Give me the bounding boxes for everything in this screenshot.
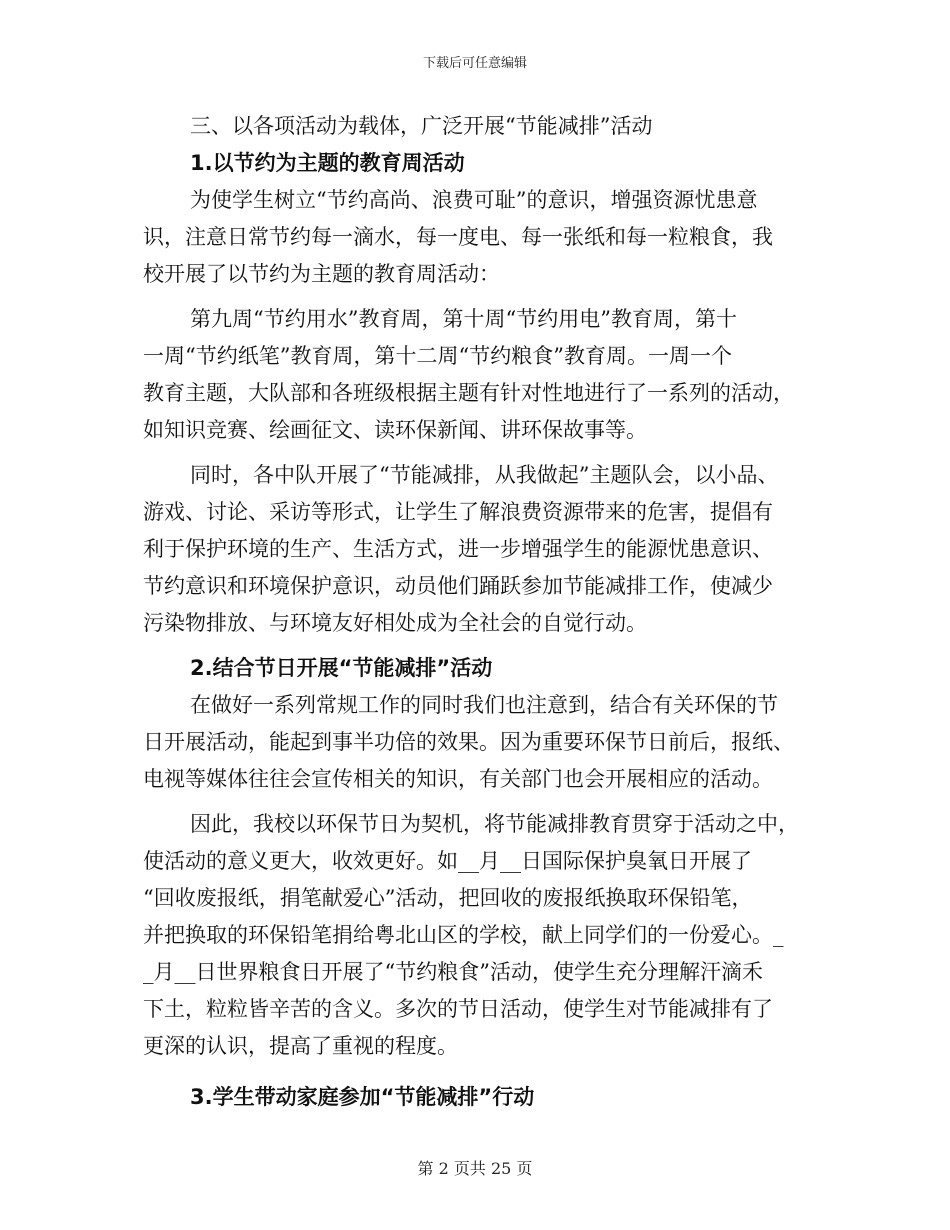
section-heading: 3.学生带动家庭参加“节能减排”行动 xyxy=(190,1085,535,1109)
paragraph-line: 在做好一系列常规工作的同时我们也注意到，结合有关环保的节 xyxy=(190,693,778,717)
paragraph-line: 下土，粒粒皆辛苦的含义。多次的节日活动，使学生对节能减排有了 xyxy=(143,997,773,1021)
paragraph-line: 更深的认识，提高了重视的程度。 xyxy=(143,1034,458,1058)
paragraph-line: 校开展了以节约为主题的教育周活动： xyxy=(143,262,500,286)
paragraph-line: 电视等媒体往往会宣传相关的知识，有关部门也会开展相应的活动。 xyxy=(143,767,773,791)
section-heading: 1.以节约为主题的教育周活动 xyxy=(190,151,465,175)
paragraph-line: 日开展活动，能起到事半功倍的效果。因为重要环保节日前后，报纸、 xyxy=(143,730,794,754)
paragraph-line: 识，注意日常节约每一滴水，每一度电、每一张纸和每一粒粮食，我 xyxy=(143,225,773,249)
paragraph-line: 利于保护环境的生产、生活方式，进一步增强学生的能源忧患意识、 xyxy=(143,537,773,561)
paragraph-line: 污染物排放、与环境友好相处成为全社会的自觉行动。 xyxy=(143,611,647,635)
page-header: 下载后可任意编辑 xyxy=(422,56,527,71)
paragraph-line: 为使学生树立“节约高尚、浪费可耻”的意识，增强资源忧患意 xyxy=(190,188,758,212)
paragraph-line: 如知识竞赛、绘画征文、读环保新闻、讲环保故事等。 xyxy=(143,418,647,442)
paragraph-line: “回收废报纸，捐笔献爱心”活动，把回收的废报纸换取环保铅笔， xyxy=(143,886,753,910)
paragraph-line: 三、以各项活动为载体，广泛开展“节能减排”活动 xyxy=(190,114,653,138)
paragraph-line: 一周“节约纸笔”教育周，第十二周“节约粮食”教育周。一周一个 xyxy=(143,344,732,368)
paragraph-line: 因此，我校以环保节日为契机，将节能减排教育贯穿于活动之中， xyxy=(190,812,799,836)
paragraph-line: 游戏、讨论、采访等形式，让学生了解浪费资源带来的危害，提倡有 xyxy=(143,500,773,524)
paragraph-line: 同时，各中队开展了“节能减排，从我做起”主题队会，以小品、 xyxy=(190,463,779,487)
paragraph-line: 第九周“节约用水”教育周，第十周“节约用电”教育周，第十 xyxy=(190,307,737,331)
paragraph-line: 节约意识和环境保护意识，动员他们踊跃参加节能减排工作，使减少 xyxy=(143,574,773,598)
page-footer: 第 2 页共 25 页 xyxy=(417,1159,533,1178)
paragraph-line: 并把换取的环保铅笔捐给粤北山区的学校，献上同学们的一份爱心。_ xyxy=(143,923,784,947)
section-heading: 2.结合节日开展“节能减排”活动 xyxy=(190,656,493,680)
paragraph-line: 使活动的意义更大，收效更好。如__月__日国际保护臭氧日开展了 xyxy=(143,849,752,873)
paragraph-line: 教育主题，大队部和各班级根据主题有针对性地进行了一系列的活动， xyxy=(143,381,794,405)
paragraph-line: _月__日世界粮食日开展了“节约粮食”活动，使学生充分理解汗滴禾 xyxy=(143,960,763,984)
document-body xyxy=(143,108,805,1116)
